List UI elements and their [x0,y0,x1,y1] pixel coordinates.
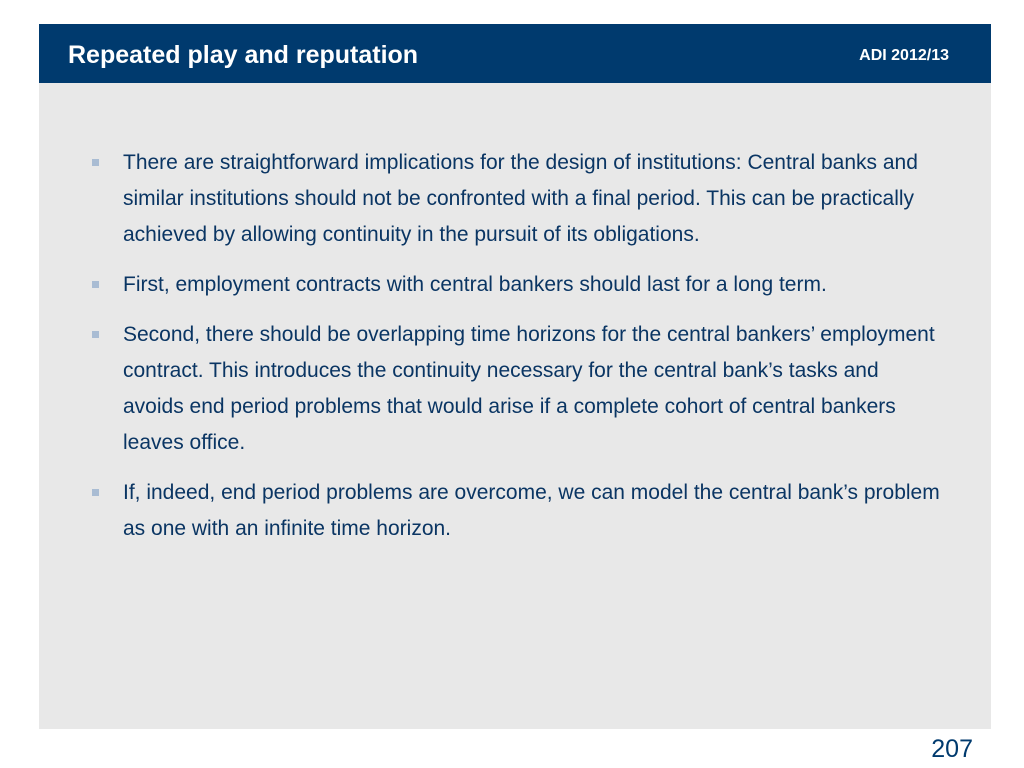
course-label: ADI 2012/13 [859,47,949,64]
square-bullet-icon [92,489,99,496]
square-bullet-icon [92,281,99,288]
bullet-item [85,267,945,303]
square-bullet-icon [92,159,99,166]
bullet-item [85,475,945,547]
page-number: 207 [931,735,973,763]
bullet-text: First, employment contracts with central bankers should last for a long term. [123,273,827,296]
slide-title: Repeated play and reputation [68,41,419,69]
bullet-item [85,145,945,253]
header-bar [39,24,991,83]
bullet-item [85,317,945,461]
bullet-list [85,145,945,561]
bullet-text: Second, there should be overlapping time horizons for the central bankers’ employment contract. This introduces the continuity necessary for the central bank’s tasks and avoids end period problems that would arise if a complete cohort of central bankers leaves office. [123,323,935,454]
bullet-text: If, indeed, end period problems are overcome, we can model the central bank’s problem as one with an infinite time horizon. [123,481,940,540]
content-panel [39,83,991,729]
bullet-text: There are straightforward implications for the design of institutions: Central banks and similar institutions should not be confronted with a final period. This can be practically achieved by allowing continuity in the pursuit of its obligations. [123,151,918,246]
square-bullet-icon [92,331,99,338]
